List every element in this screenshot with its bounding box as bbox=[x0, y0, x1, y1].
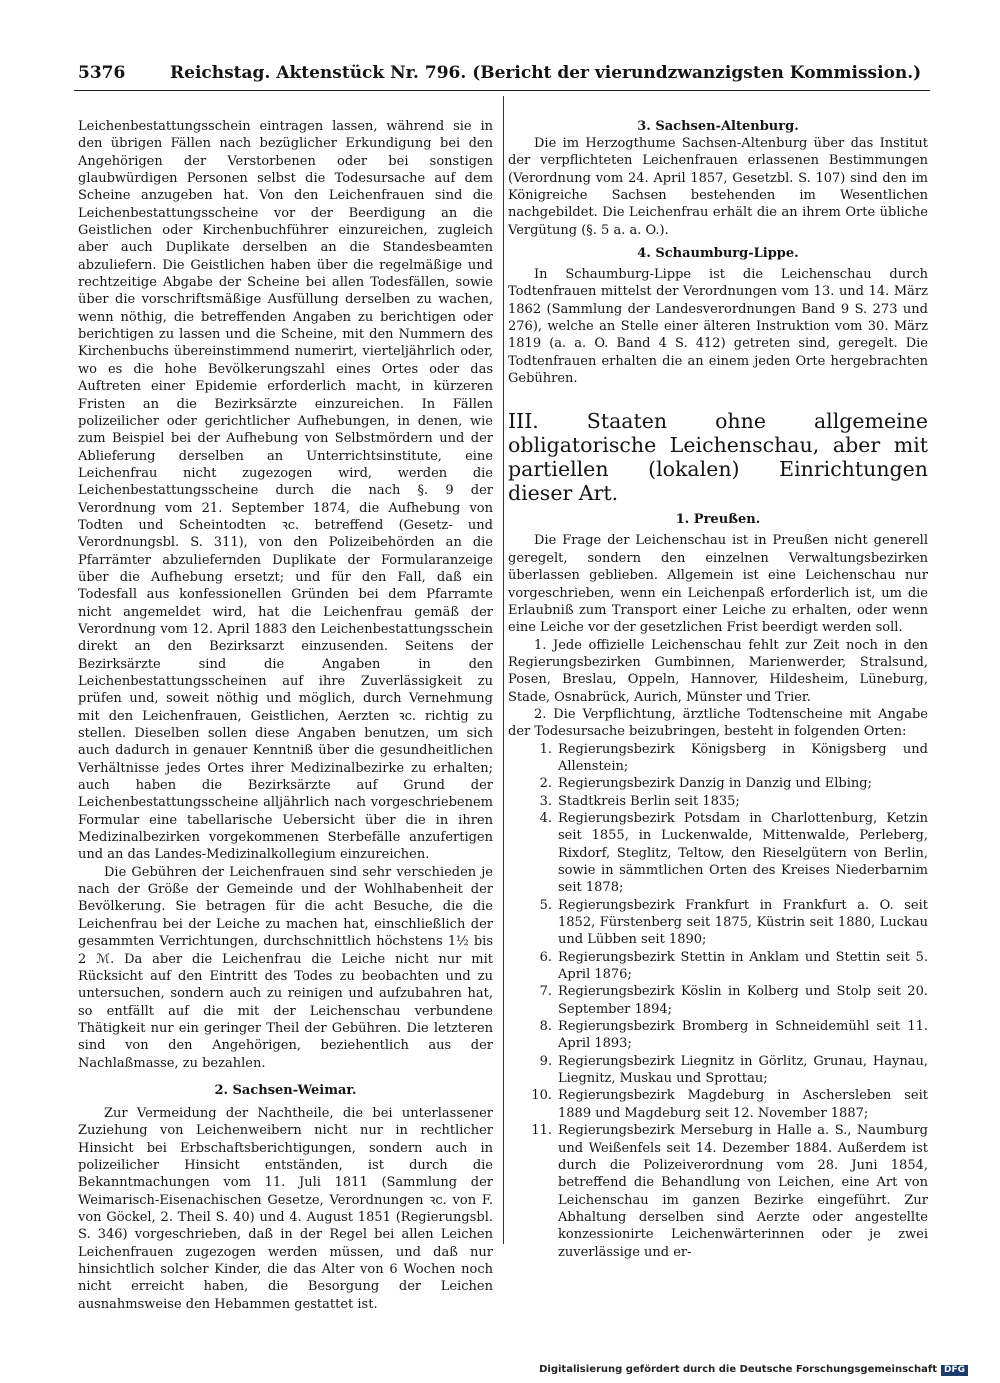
list-item bbox=[508, 1053, 928, 1088]
list-text: Regierungsbezirk Bromberg in Schneidemühl seit 11. April 1893; bbox=[558, 1019, 928, 1052]
running-header bbox=[78, 62, 930, 84]
list-text: Regierungsbezirk Danzig in Danzig und Elbing; bbox=[558, 776, 872, 792]
header-rule bbox=[74, 90, 930, 91]
list-item bbox=[508, 741, 928, 776]
list-text: Regierungsbezirk Frankfurt in Frankfurt a. O. seit 1852, Fürstenberg seit 1875, Küstrin seit 1880, Luckau und Lübben seit 1890; bbox=[558, 897, 928, 948]
left-column bbox=[78, 118, 493, 1312]
section-heading-schaumburg-lippe: 4. Schaumburg-Lippe. bbox=[637, 246, 799, 262]
list-item bbox=[508, 1122, 928, 1261]
list-text: Stadtkreis Berlin seit 1835; bbox=[558, 793, 740, 809]
list-item bbox=[508, 949, 928, 984]
paragraph: 1. Jede offizielle Leichenschau fehlt zur Zeit noch in den Regierungsbezirken Gumbinnen, Marienwerder, Stralsund, Posen, Breslau, Oppeln, Hannover, Hildesheim, Lüneburg, Stade, Osnabrück, Aurich, Münster und Trier. bbox=[508, 637, 928, 705]
paragraph: Die Frage der Leichenschau ist in Preußen nicht generell geregelt, sondern den einzelnen Verwaltungsbezirken überlassen geblieben. Allgemein ist eine Leichenschau nur vorgeschrieben, wenn ein Leichenpaß erforderlich ist, um die Erlaubniß zum Transport einer Leiche zu erhalten, oder wenn eine Leiche vor der gesetzlichen Frist beerdigt werden soll. bbox=[508, 533, 928, 636]
list-item bbox=[508, 983, 928, 1018]
list-item bbox=[508, 1018, 928, 1053]
list-text: Regierungsbezirk Merseburg in Halle a. S., Naumburg und Weißenfels seit 14. Dezember 1884. Außerdem ist durch die Polizeiverordnung vom 28. Juni 1854, betreffend die Behandlung von Leichen, eine Art von Leichenschau im ganzen Bezirke eingeführt. Zur Abhaltung derselben sind Aerzte oder angestellte konzessionirte Leichenwärterinnen oder je zwei zuverlässige und er- bbox=[558, 1123, 928, 1260]
paragraph: Leichenbestattungsschein eintragen lassen, während sie in den übrigen Fällen nach bezüglicher Erkundigung bei den Angehörigen der Verstorbenen oder bei sonstigen glaubwürdigen Personen selbst die Todesursache auf dem Scheine anzugeben hat. Von den Leichenfrauen sind die Leichenbestattungsscheine vor der Beerdigung an die Geistlichen oder Kirchenbuchführer einzureichen, zugleich aber auch Duplikate derselben an die Standesbeamten abzuliefern. Die Geistlichen haben über die regelmäßige und rechtzeitige Abgabe der Scheine bei allen Todesfällen, sowie über die vorschriftsmäßige Ausfüllung derselben zu wachen, wenn nöthig, die betreffenden Angaben zu berichtigen oder berichtigen zu lassen und die Scheine, mit den Nummern des Kirchenbuchs übereinstimmend numerirt, vierteljährlich oder, wo es die hohe Bevölkerungszahl eines Ortes oder das Auftreten einer Epidemie erforderlich macht, in kürzeren Fristen an die Bezirksärzte einzureichen. In Fällen polizeilicher oder gerichtlicher Aufhebungen, in denen, wie zum Beispiel bei der Aufhebung von Selbstmördern und der Ablieferung derselben an Unterrichtsinstitute, eine Leichenfrau nicht zugezogen wird, werden die Leichenbestattungsscheine durch die nach §. 9 der Verordnung vom 21. September 1874, die Aufhebung von Todten und Scheintodten ꝛc. betreffend (Gesetz- und Verordnungsbl. S. 311), von den Polizeibehörden an die Pfarrämter abzuliefernden Duplikate der Formularanzeige über die Aufhebung ersetzt; und für den Fall, daß ein Todesfall aus konfessionellen Gründen bei dem Pfarramte nicht angemeldet wird, hat die Leichenfrau gemäß der Verordnung vom 12. April 1883 den Leichenbestattungsschein direkt an den Bezirksarzt einzusenden. Seitens der Bezirksärzte sind die Angaben in den Leichenbestattungsscheinen auf ihre Zuverlässigkeit zu prüfen und, soweit nöthig und möglich, durch Vernehmung mit den Leichenfrauen, Geistlichen, Aerzten ꝛc. richtig zu stellen. Dieselben sollen diese Angaben benutzen, um sich auch dadurch in genauer Kenntniß über die gesundheitlichen Verhältnisse jedes Ortes ihrer Medizinalbezirke zu erhalten; auch haben die Bezirksärzte auf Grund der Leichenbestattungsscheine alljährlich nach vorgeschriebenem Formular eine tabellarische Uebersicht über die in ihren Medizinalbezirken vorgekommenen Sterbefälle anzufertigen und an das Landes-Medizinalkollegium einzureichen. bbox=[78, 119, 493, 863]
prussia-block bbox=[508, 532, 928, 740]
paragraph: Die im Herzogthume Sachsen-Altenburg über das Institut der verpflichteten Leichenfrauen erlassenen Bestimmungen (Verordnung vom 24. April 1857, Gesetzbl. S. 107) sind den im Königreiche Sachsen bestehenden im Wesentlichen nachgebildet. Die Leichenfrau erhält die an ihrem Orte übliche Vergütung (§. 5 a. a. O.). bbox=[508, 136, 928, 238]
list-number: 2. bbox=[539, 776, 552, 792]
list-number: 9. bbox=[539, 1053, 552, 1069]
section-heading-preussen: 1. Preußen. bbox=[675, 512, 761, 528]
list-text: Regierungsbezirk Magdeburg in Aschersleben seit 1889 und Magdeburg seit 12. November 1887; bbox=[558, 1088, 928, 1121]
list-number: 6. bbox=[539, 949, 552, 965]
district-list bbox=[508, 741, 928, 1261]
page-number: 5376 bbox=[78, 63, 126, 83]
list-number: 11. bbox=[531, 1123, 552, 1139]
running-title: Reichstag. Aktenstück Nr. 796. (Bericht der vierundzwanzigsten Kommission.) bbox=[170, 63, 922, 83]
paragraph: Die Gebühren der Leichenfrauen sind sehr verschieden je nach der Größe der Gemeinde und der Wohlhabenheit der Bevölkerung. Sie betragen für die acht Besuche, die die Leichenfrau bei der Leiche zu machen hat, einschließlich der gesammten Verrichtungen, durchschnittlich höchstens 1½ bis 2 ℳ. Da aber die Leichenfrau die Leiche nicht nur mit Rücksicht auf den Eintritt des Todes zu beobachten und zu untersuchen, sondern auch zu reinigen und aufzubahren hat, so entfällt auf die mit der Leichenschau verbundene Thätigkeit nur ein geringer Theil der Gebühren. Die letzteren sind von den Angehörigen, beziehentlich aus der Nachlaßmasse, zu bezahlen. bbox=[78, 864, 493, 1071]
part-heading: III. Staaten ohne allgemeine obligatorische Leichenschau, aber mit partiellen (lokalen) Einrichtungen dieser Art. bbox=[508, 409, 928, 506]
list-number: 3. bbox=[539, 793, 552, 809]
list-text: Regierungsbezirk Königsberg in Königsberg und Allenstein; bbox=[558, 741, 928, 774]
digitization-credit bbox=[539, 1364, 968, 1376]
list-text: Regierungsbezirk Liegnitz in Görlitz, Grunau, Haynau, Liegnitz, Muskau und Sprottau; bbox=[558, 1053, 928, 1087]
credit-text: Digitalisierung gefördert durch die Deutsche Forschungsgemeinschaft bbox=[539, 1364, 937, 1375]
list-item bbox=[508, 775, 928, 792]
list-number: 8. bbox=[539, 1019, 552, 1035]
list-item bbox=[508, 810, 928, 897]
section-heading-sachsen-weimar: 2. Sachsen-Weimar. bbox=[214, 1082, 357, 1098]
list-text: Regierungsbezirk Stettin in Anklam und Stettin seit 5. April 1876; bbox=[558, 949, 928, 983]
list-text: Regierungsbezirk Köslin in Kolberg und Stolp seit 20. September 1894; bbox=[558, 984, 928, 1017]
right-column bbox=[508, 118, 928, 1260]
list-number: 7. bbox=[539, 984, 552, 1000]
column-divider bbox=[503, 96, 504, 1244]
list-number: 1. bbox=[539, 741, 552, 757]
list-item bbox=[508, 793, 928, 810]
list-number: 10. bbox=[531, 1088, 552, 1104]
list-item bbox=[508, 1087, 928, 1122]
paragraph: 2. Die Verpflichtung, ärztliche Todtenscheine mit Angabe der Todesursache beizubringen, besteht in folgenden Orten: bbox=[508, 706, 928, 740]
paragraph: Zur Vermeidung der Nachtheile, die bei unterlassener Zuziehung von Leichenweibern nicht nur in rechtlicher Hinsicht bei Erbschaftsberichtigungen, sondern auch in polizeilicher Hinsicht entständen, ist durch die Bekanntmachungen vom 11. Juli 1811 (Sammlung der Weimarisch-Eisenachischen Gesetze, Verordnungen ꝛc. von F. von Göckel, 2. Theil S. 40) und 4. August 1851 (Regierungsbl. S. 346) vorgeschrieben, daß in der Regel bei allen Leichen Leichenfrauen zugezogen werden müssen, und daß nur hinsichtlich solcher Kinder, die das Alter von 6 Wochen noch nicht erreicht haben, die Besorgung der Leichen ausnahmsweise den Hebammen gestattet ist. bbox=[78, 1105, 493, 1312]
list-text: Regierungsbezirk Potsdam in Charlottenburg, Ketzin seit 1855, in Luckenwalde, Mittenwalde, Perleberg, Rixdorf, Steglitz, Teltow, den Rieselgütern von Berlin, sowie in sämmtlichen Orten des Kreises Niederbarnim seit 1878; bbox=[558, 810, 928, 896]
paragraph: In Schaumburg-Lippe ist die Leichenschau durch Todtenfrauen mittelst der Verordnungen vom 13. und 14. März 1862 (Sammlung der Landesverordnungen Band 9 S. 273 und 276), welche an Stelle einer älteren Instruktion vom 30. März 1819 (a. a. O. Band 4 S. 412) getreten sind, geregelt. Die Todtenfrauen erhalten die an einem jeden Orte hergebrachten Gebühren. bbox=[508, 267, 928, 387]
list-number: 5. bbox=[539, 897, 552, 913]
list-item bbox=[508, 897, 928, 949]
section-heading-sachsen-altenburg: 3. Sachsen-Altenburg. bbox=[637, 119, 799, 134]
list-number: 4. bbox=[539, 810, 552, 826]
dfg-logo: DFG bbox=[941, 1365, 968, 1376]
